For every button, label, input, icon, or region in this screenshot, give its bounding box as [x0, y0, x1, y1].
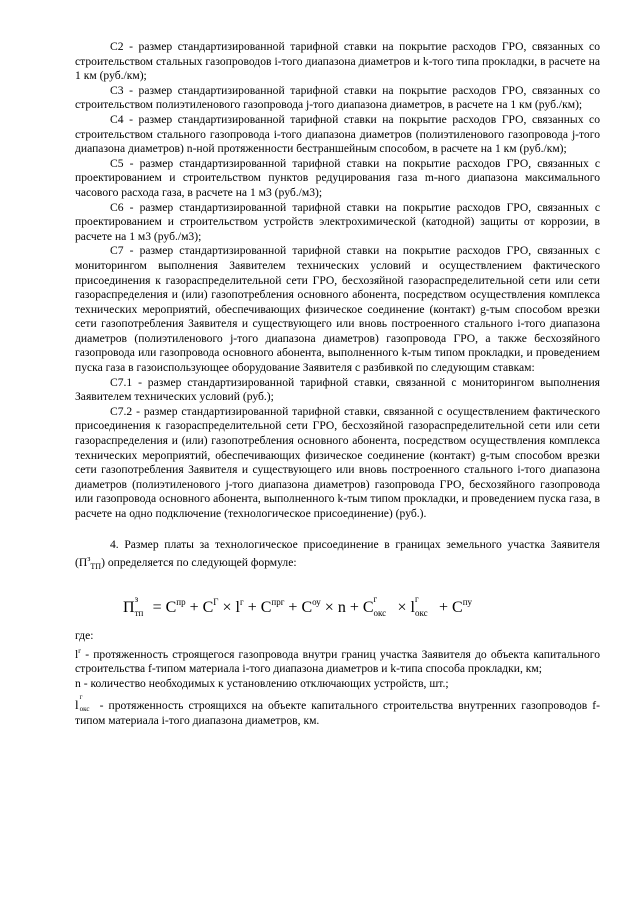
- definition-var: l: [75, 647, 79, 661]
- formula-c-pu-sup: пу: [462, 596, 473, 607]
- fee-formula: [123, 591, 600, 619]
- formula-lhs: П: [123, 598, 135, 616]
- formula-plus: +: [185, 598, 203, 616]
- formula-l-oks: l: [410, 598, 415, 616]
- definition-var-sup: г: [78, 646, 82, 655]
- formula-c-g: C: [202, 598, 214, 616]
- definition-n: [75, 677, 600, 692]
- definition-l-oks: [75, 693, 600, 728]
- definition-var-sub: окс: [79, 705, 90, 714]
- formula-times: ×: [393, 598, 411, 616]
- formula-l-g-sup: г: [239, 596, 244, 607]
- definition-text: - протяженность строящегося газопровода внутри границ участка Заявителя до объекта капитального строительства f-типом материала i-того диапазона диаметров и k-типа способа прокладки, км;: [75, 647, 600, 675]
- paragraph-c7-1: С7.1 - размер стандартизированной тарифной ставки, связанной с мониторингом выполнения Заявителем технических условий (руб.);: [75, 375, 600, 404]
- formula-c-ou-sup: оу: [312, 596, 321, 607]
- where-label: где:: [75, 628, 94, 642]
- paragraph-item-4: [75, 538, 600, 575]
- formula-times: ×: [218, 598, 236, 616]
- formula-times: ×: [320, 598, 338, 616]
- paragraph-c4: С4 - размер стандартизированной тарифной ставки на покрытие расходов ГРО, связанных со строительством стального газопровода i-того диапазона диаметров (полиэтиленового газопровода j-того диапазона диаметров) n-ной протяженности бестраншейным способом, в расчете на 1 км (руб./км);: [75, 112, 600, 156]
- definition-l-g: [75, 644, 600, 677]
- formula-plus: +: [345, 598, 363, 616]
- formula-c-prg-sup: прг: [271, 596, 285, 607]
- paragraph-c7: С7 - размер стандартизированной тарифной ставки на покрытие расходов ГРО, связанных с мониторингом выполнения Заявителем технических условий и осуществлением фактического присоединения к газораспределительной сети ГРО, бесхозяйной газораспределительной сети или сети газораспределения и (или) газопотребления основного абонента, посредством осуществления комплекса технических мероприятий, обеспечивающих физическое соединение (контакт) g-тым способом врезки сети газопотребления Заявителя и существующего или вновь построенного стального i-того диапазона диаметров (полиэтиленового j-того диапазона диаметров) газопровода ГРО, а также бесхозяйного газопровода или газопровода основного абонента, выполненного k-тым типом прокладки, и проведением пуска газа в газоиспользующее оборудование Заявителя с разбивкой по следующим ставкам:: [75, 244, 600, 375]
- definition-var-sup: г: [79, 693, 83, 702]
- definition-var: n: [75, 676, 81, 690]
- formula-c-ou: C: [301, 598, 313, 616]
- definition-text: - протяженность строящихся на объекте капитального строительства внутренних газопроводов f-типом материала i-того диапазона диаметров, км.: [75, 699, 600, 727]
- item4-text-after: ) определяется по следующей формуле:: [101, 556, 297, 570]
- formula-c-prg: C: [260, 598, 272, 616]
- formula-lhs-sub: тп: [134, 607, 144, 618]
- formula-c-oks-indices: [374, 594, 388, 616]
- item4-symbol-sup: з: [87, 554, 91, 564]
- formula-c-oks: C: [362, 598, 374, 616]
- paragraph-c7-2: С7.2 - размер стандартизированной тарифной ставки, связанной с осуществлением фактического присоединения к газораспределительной сети ГРО, бесхозяйной газораспределительной сети или сети газораспределения и (или) газопотребления основного абонента, посредством осуществления комплекса технических мероприятий, обеспечивающих физическое соединение (контакт) g-тым способом врезки сети газопотребления Заявителя и существующего или вновь построенного стального i-того диапазона диаметров (полиэтиленового j-того диапазона диаметров) газопровода ГРО, бесхозяйного газопровода или газопровода основного абонента, выполненного k-тым типом прокладки, и проведением пуска газа, в расчете на одно подключение (технологическое присоединение) (руб.).: [75, 404, 600, 520]
- formula-n: n: [337, 598, 346, 616]
- formula-c-oks-sub: окс: [373, 607, 387, 618]
- formula-eq: =: [148, 598, 166, 616]
- paragraph-c5: С5 - размер стандартизированной тарифной ставки на покрытие расходов ГРО, связанных с проектированием и строительством пунктов редуцирования газа m-ного диапазона максимального часового расхода газа, в расчете на 1 м3 (руб./м3);: [75, 156, 600, 199]
- definition-var-indices: [79, 693, 95, 714]
- definition-var: l: [75, 697, 79, 713]
- formula-c-pr-sup: пр: [176, 596, 186, 607]
- formula-plus: +: [243, 598, 261, 616]
- formula-c-g-sup: Г: [213, 596, 219, 607]
- item4-symbol-sub: ТП: [90, 562, 102, 572]
- formula-l-g: l: [235, 598, 240, 616]
- document-page: [75, 40, 600, 728]
- formula-c-oks-sup: г: [373, 593, 378, 604]
- formula-plus: +: [284, 598, 302, 616]
- formula-lhs-sup: з: [134, 593, 139, 604]
- formula-l-oks-indices: [415, 594, 429, 616]
- paragraph-c6: С6 - размер стандартизированной тарифной ставки на покрытие расходов ГРО, связанных с проектированием и строительством устройств электрохимической (катодной) защиты от коррозии, в расчете на 1 м3 (руб./м3);: [75, 200, 600, 243]
- formula-l-oks-sup: г: [415, 593, 419, 604]
- paragraph-c3: С3 - размер стандартизированной тарифной ставки на покрытие расходов ГРО, связанных со строительством полиэтиленового газопровода j-того диапазона диаметров, в расчете на 1 км (руб./км);: [75, 83, 600, 112]
- definition-text: - количество необходимых к установлению отключающих устройств, шт.;: [80, 676, 449, 690]
- formula-l-oks-sub: окс: [415, 607, 428, 618]
- item4-text-before: 4. Размер платы за технологическое присоединение в границах земельного участка Заявителя (П: [75, 537, 600, 570]
- formula-plus: +: [435, 598, 453, 616]
- paragraph-c2: С2 - размер стандартизированной тарифной ставки на покрытие расходов ГРО, связанных со строительством стальных газопроводов i-того диапазона диаметров и k-того типа прокладки, в расчете на 1 км (руб./км);: [75, 40, 600, 83]
- formula-c-pu: C: [452, 598, 463, 616]
- formula-lhs-indices: [135, 594, 149, 616]
- formula-c-pr: C: [165, 598, 177, 616]
